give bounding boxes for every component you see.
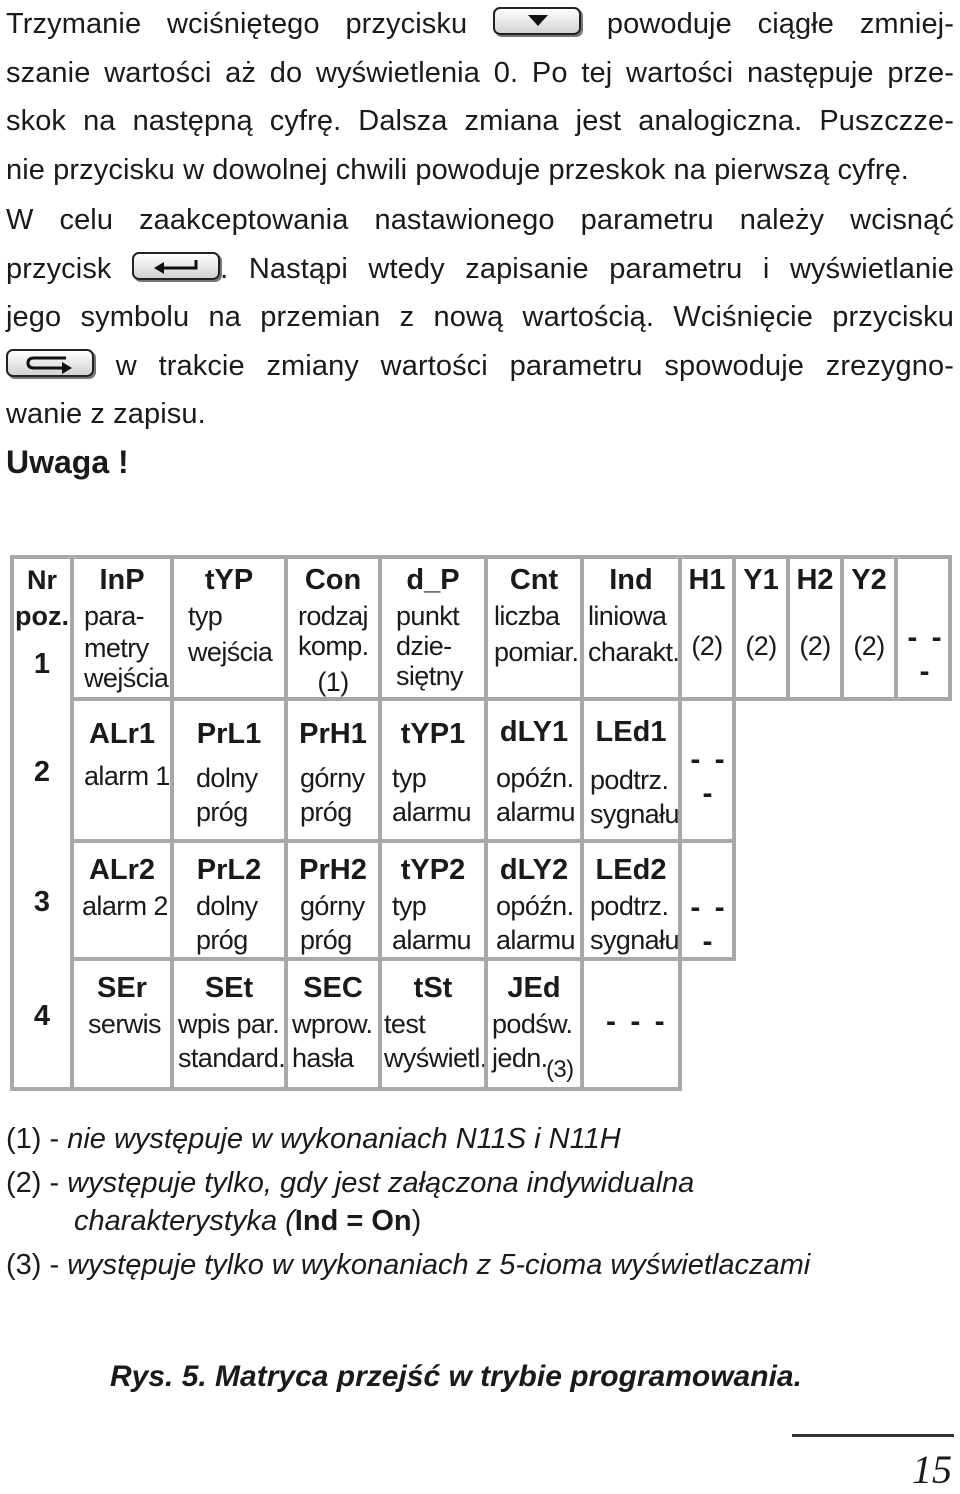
figure-caption: Rys. 5. Matryca przejść w trybie programowania. [110,1360,802,1393]
cell-desc: alarm 1 [84,761,170,791]
cell-desc: podtrz. [590,891,669,921]
cell-alr2 [70,839,174,961]
cell-desc: liniowa [588,601,667,631]
cell-desc: alarmu [496,925,575,955]
cell-code: d_P [406,564,460,596]
cell-row4-continuation [580,957,682,1091]
cell-desc: punkt [396,601,460,631]
footnote-text: charakterystyka ( [74,1205,295,1237]
cell-desc: metry [84,633,149,663]
programming-matrix [10,555,952,1091]
escape-key-icon [6,349,94,377]
row-number-column [10,555,74,1091]
cell-y1 [732,555,790,701]
cell-code: PrL2 [196,854,262,886]
warning-heading: Uwaga ! [6,444,129,480]
cell-alr1 [70,697,174,843]
cell-desc: próg [196,797,248,827]
cell-desc: górny [300,891,365,921]
cell-inp [70,555,174,701]
row-1-number: 1 [33,648,51,680]
paragraph-1-line-4: nie przycisku w dowolnej chwili powoduje przeskok na pierwszą cyfrę. [6,153,909,186]
cell-code: ALr2 [88,854,156,886]
cell-desc: dolny [196,763,258,793]
cell-desc: typ [392,763,427,793]
text: przycisk [6,252,112,285]
cell-code: SEr [97,972,147,1004]
cell-ind [580,555,682,701]
cell-desc: podśw. [492,1009,573,1039]
paragraph-1-line-1 [6,0,954,49]
cell-code: LEd2 [595,854,667,886]
cell-code: tYP1 [400,718,466,750]
footnote-marker: (3) - [6,1249,60,1281]
paragraph-1-line-2: szanie wartości aż do wyświetlenia 0. Po tej wartości następuje prze- [6,56,954,89]
cell-desc: typ [392,891,427,921]
cell-footnote: (1) [317,667,349,697]
cell-desc: para- [84,601,145,631]
cell-desc: alarmu [392,925,471,955]
cell-tst [378,957,488,1091]
cell-code: H1 [688,564,726,596]
paragraph-2 [6,196,954,439]
nr-label: Nr [26,565,57,595]
cell-desc: opóźn. [496,891,574,921]
cell-desc: wejścia [84,663,169,693]
cell-typ [170,555,288,701]
footnote-bold: Ind = On [294,1205,412,1237]
cell-typ1 [378,697,488,843]
cell-code: tSt [413,972,453,1004]
cell-set [170,957,288,1091]
footnote-text: występuje tylko, gdy jest załączona indywidualna [67,1167,695,1199]
row-3-number: 3 [33,886,51,918]
cell-desc: podtrz. [590,765,669,795]
cell-jed [484,957,584,1091]
cell-desc: typ [188,601,223,631]
cell-desc: alarmu [392,797,471,827]
cell-led1 [580,697,682,843]
cell-code: tYP2 [400,854,466,886]
cell-desc: jedn. [492,1043,548,1073]
cell-desc: test [384,1009,426,1039]
cell-footnote: (2) [691,631,723,661]
cell-code: H2 [796,564,834,596]
cell-desc: wyświetl. [384,1043,487,1073]
text: Trzymanie wciśniętego przycisku [6,8,468,40]
continuation-dots: - - - [690,891,728,958]
footnote-3 [6,1244,810,1286]
cell-footnote: (3) [546,1056,574,1083]
cell-h2 [786,555,844,701]
cell-dly1 [484,697,584,843]
cell-code: Cnt [509,564,559,596]
cell-desc: alarm 2 [82,891,168,921]
text: . Nastąpi wtedy zapisanie parametru i wyświetlanie [220,252,954,285]
cell-ser [70,957,174,1091]
arrow-down-key-icon [493,7,581,35]
cell-desc: standard. [178,1043,286,1073]
cell-desc: rodzaj [298,601,368,631]
cell-desc: pomiar. [494,637,579,667]
cell-desc: sygnału [590,925,679,955]
cell-code: LEd1 [595,716,667,748]
cell-code: Con [304,564,362,596]
cell-desc: siętny [396,661,463,691]
footer-rule [792,1434,954,1437]
cell-footnote: (2) [745,631,777,661]
cell-continuation [894,555,952,701]
text: powoduje ciągłe zmniej- [606,8,954,40]
page-number: 15 [912,1447,952,1492]
cell-prh1 [284,697,382,843]
cell-code: SEt [204,972,254,1004]
cell-code: SEC [303,972,363,1004]
cell-code: Ind [609,564,653,596]
continuation-dots: - - - [606,1005,668,1038]
footnote-text: ) [411,1205,422,1237]
cell-desc: dolny [196,891,258,921]
footnotes [6,1118,810,1286]
cell-desc: komp. [298,631,369,661]
cell-code: InP [99,564,145,596]
cell-code: PrH1 [299,718,367,750]
paragraph-1-line-3: skok na następną cyfrę. Dalsza zmiana jest analogiczna. Puszczze- [6,105,954,137]
cell-y2 [840,555,898,701]
cell-desc: górny [300,763,365,793]
cell-desc: próg [300,925,352,955]
continuation-dots: - - - [690,743,728,810]
cell-code: dLY1 [499,716,569,748]
cell-d-p [378,555,488,701]
row-2-number: 2 [33,756,51,788]
cell-con [284,555,382,701]
cell-cnt [484,555,584,701]
continuation-dots: - - - [907,621,945,688]
cell-code: tYP [204,564,254,596]
cell-sec [284,957,382,1091]
cell-code: PrL1 [196,718,262,750]
row-4-number: 4 [33,1000,51,1032]
paragraph-2-line-3: jego symbolu na przemian z nową wartością. Wciśnięcie przycisku [6,301,954,333]
cell-dly2 [484,839,584,961]
cell-prl1 [170,697,288,843]
cell-code: Y2 [851,564,887,596]
paragraph-1 [6,0,954,194]
text: w trakcie zmiany wartości parametru spowoduje zrezygno- [115,349,954,382]
footnote-marker: (1) - [6,1123,60,1155]
cell-footnote: (2) [853,631,885,661]
paragraph-2-line-2 [6,245,954,294]
enter-key-icon [132,252,220,280]
footnote-2-continuation [6,1200,810,1242]
cell-row3-continuation [678,839,736,961]
footnote-text: występuje tylko w wykonaniach z 5-cioma wyświetlaczami [67,1249,811,1281]
cell-typ2 [378,839,488,961]
cell-desc: próg [300,797,352,827]
footnote-2 [6,1162,810,1204]
cell-desc: dzie- [396,631,452,661]
footnote-1 [6,1118,810,1160]
cell-desc: charakt. [588,637,680,667]
paragraph-2-line-5: wanie z zapisu. [6,398,206,430]
cell-code: Y1 [743,564,779,596]
poz-label: poz. [15,601,69,631]
cell-h1 [678,555,736,701]
cell-footnote: (2) [799,631,831,661]
cell-row2-continuation [678,697,736,843]
cell-desc: alarmu [496,797,575,827]
cell-desc: wprow. [292,1009,373,1039]
paragraph-2-line-4 [6,342,954,391]
cell-code: dLY2 [499,854,569,886]
cell-desc: wejścia [188,637,273,667]
cell-desc: opóźn. [496,763,574,793]
cell-desc: serwis [88,1009,161,1039]
cell-led2 [580,839,682,961]
cell-desc: wpis par. [178,1009,280,1039]
cell-code: PrH2 [299,854,367,886]
cell-prh2 [284,839,382,961]
cell-desc: sygnału [590,799,679,829]
footnote-marker: (2) - [6,1167,60,1199]
cell-code: JEd [507,972,561,1004]
paragraph-2-line-1: W celu zaakceptowania nastawionego parametru należy wcisnąć [6,204,954,236]
cell-code: ALr1 [88,718,156,750]
cell-desc: próg [196,925,248,955]
cell-desc: liczba [494,601,560,631]
footnote-text: nie występuje w wykonaniach N11S i N11H [67,1123,621,1155]
cell-prl2 [170,839,288,961]
cell-desc: hasła [292,1043,354,1073]
